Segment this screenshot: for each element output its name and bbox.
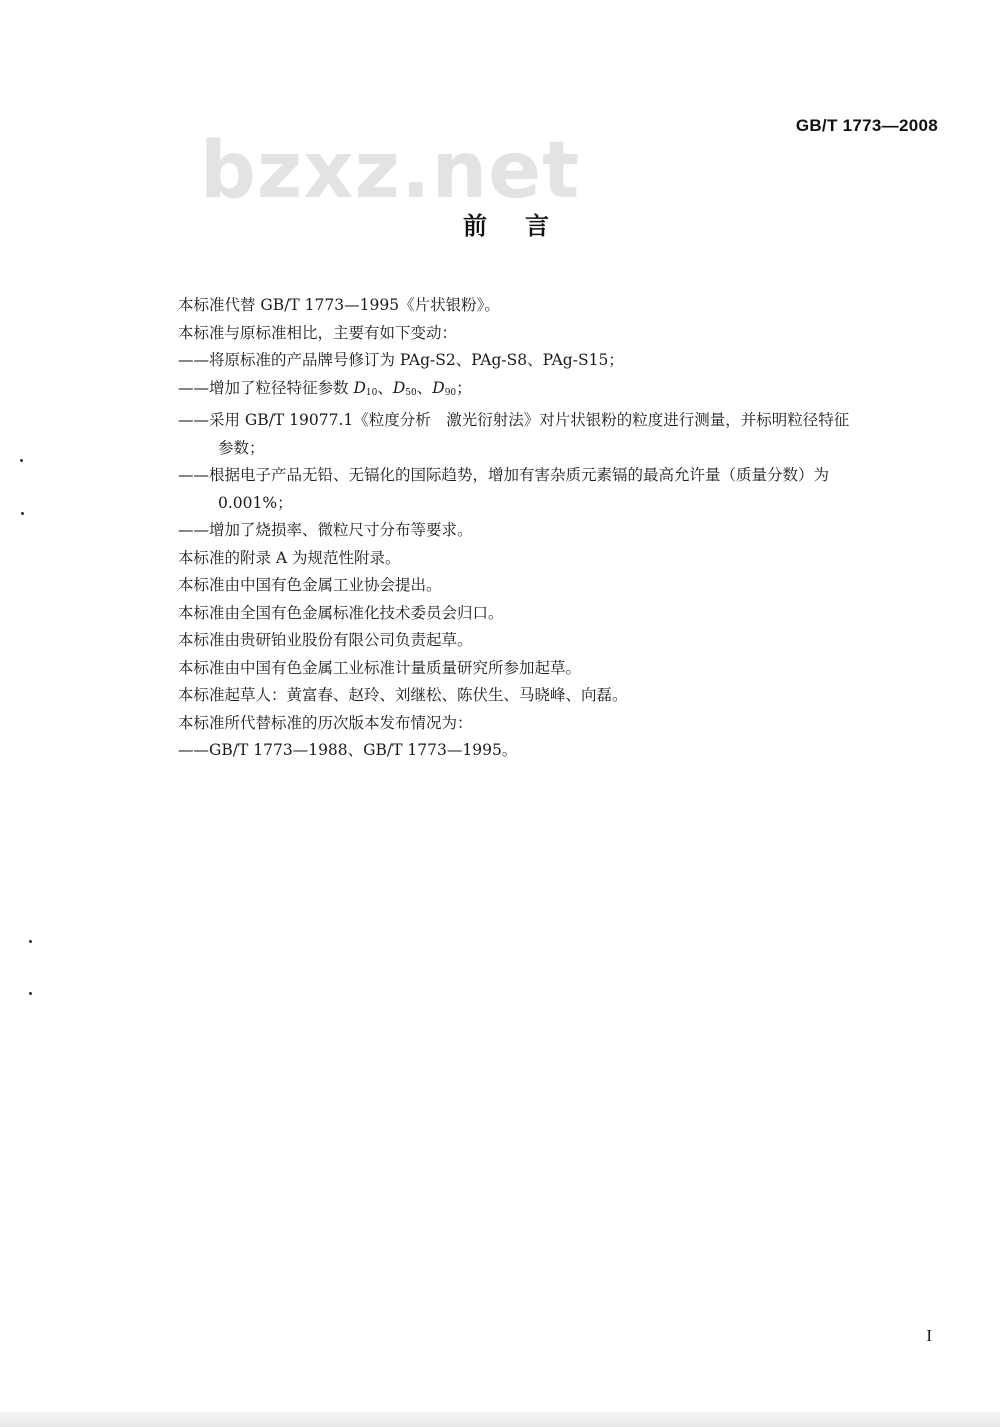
body-line-9: 本标准由中国有色金属工业协会提出。	[178, 576, 442, 594]
d50-symbol: D	[392, 378, 406, 397]
body-line-14: 本标准所代替标准的历次版本发布情况为：	[178, 713, 473, 732]
scan-speck	[29, 940, 32, 943]
body-line-13: 本标准起草人：黄富春、赵玲、刘继松、陈伏生、马晓峰、向磊。	[178, 686, 628, 704]
body-line-4	[178, 375, 938, 408]
body-line-6a: ——根据电子产品无铅、无镉化的国际趋势，增加有害杂质元素镉的最高允许量（质量分数）为	[178, 466, 830, 484]
scan-speck	[20, 459, 23, 462]
d90-subscript: 90	[444, 387, 457, 398]
scan-speck	[29, 992, 32, 995]
d10-subscript: 10	[365, 387, 378, 398]
body-line-3: ——将原标准的产品牌号修订为 PAg-S2、PAg-S8、PAg-S15；	[178, 351, 624, 369]
body-line-12: 本标准由中国有色金属工业标准计量质量研究所参加起草。	[178, 658, 582, 677]
body-line-10: 本标准由全国有色金属标准化技术委员会归口。	[178, 603, 504, 622]
page-title: 前言	[463, 212, 587, 240]
body-line-11: 本标准由贵研铂业股份有限公司负责起草。	[178, 631, 473, 649]
body-line-5a: ——采用 GB/T 19077.1《粒度分析 激光衍射法》对片状银粉的粒度进行测量，并标明粒径特征	[178, 411, 850, 429]
body-line-5b: 参数；	[218, 438, 265, 457]
d90-symbol: D	[432, 378, 445, 397]
page-number: I	[926, 1326, 932, 1345]
watermark: bzxz.net	[200, 126, 581, 216]
page-bottom-edge	[0, 1412, 1000, 1427]
body-line-4-suffix: ；	[456, 378, 472, 397]
body-line-15: ——GB/T 1773—1988、GB/T 1773—1995。	[178, 741, 518, 759]
preface-body	[178, 292, 938, 765]
scan-speck	[21, 512, 24, 515]
standard-code: GB/T 1773—2008	[795, 116, 938, 135]
body-line-2: 本标准与原标准相比，主要有如下变动：	[178, 323, 458, 342]
body-line-1: 本标准代替 GB/T 1773—1995《片状银粉》。	[178, 296, 500, 314]
d10-symbol: D	[353, 378, 366, 397]
body-line-4-prefix: ——增加了粒径特征参数	[178, 378, 354, 397]
d50-subscript: 50	[405, 387, 417, 398]
body-line-6b: 0.001%；	[218, 493, 293, 512]
body-line-8: 本标准的附录 A 为规范性附录。	[178, 548, 401, 567]
body-line-7: ——增加了烧损率、微粒尺寸分布等要求。	[178, 521, 473, 539]
separator-1: 、	[377, 378, 393, 397]
separator-2: 、	[416, 378, 433, 397]
